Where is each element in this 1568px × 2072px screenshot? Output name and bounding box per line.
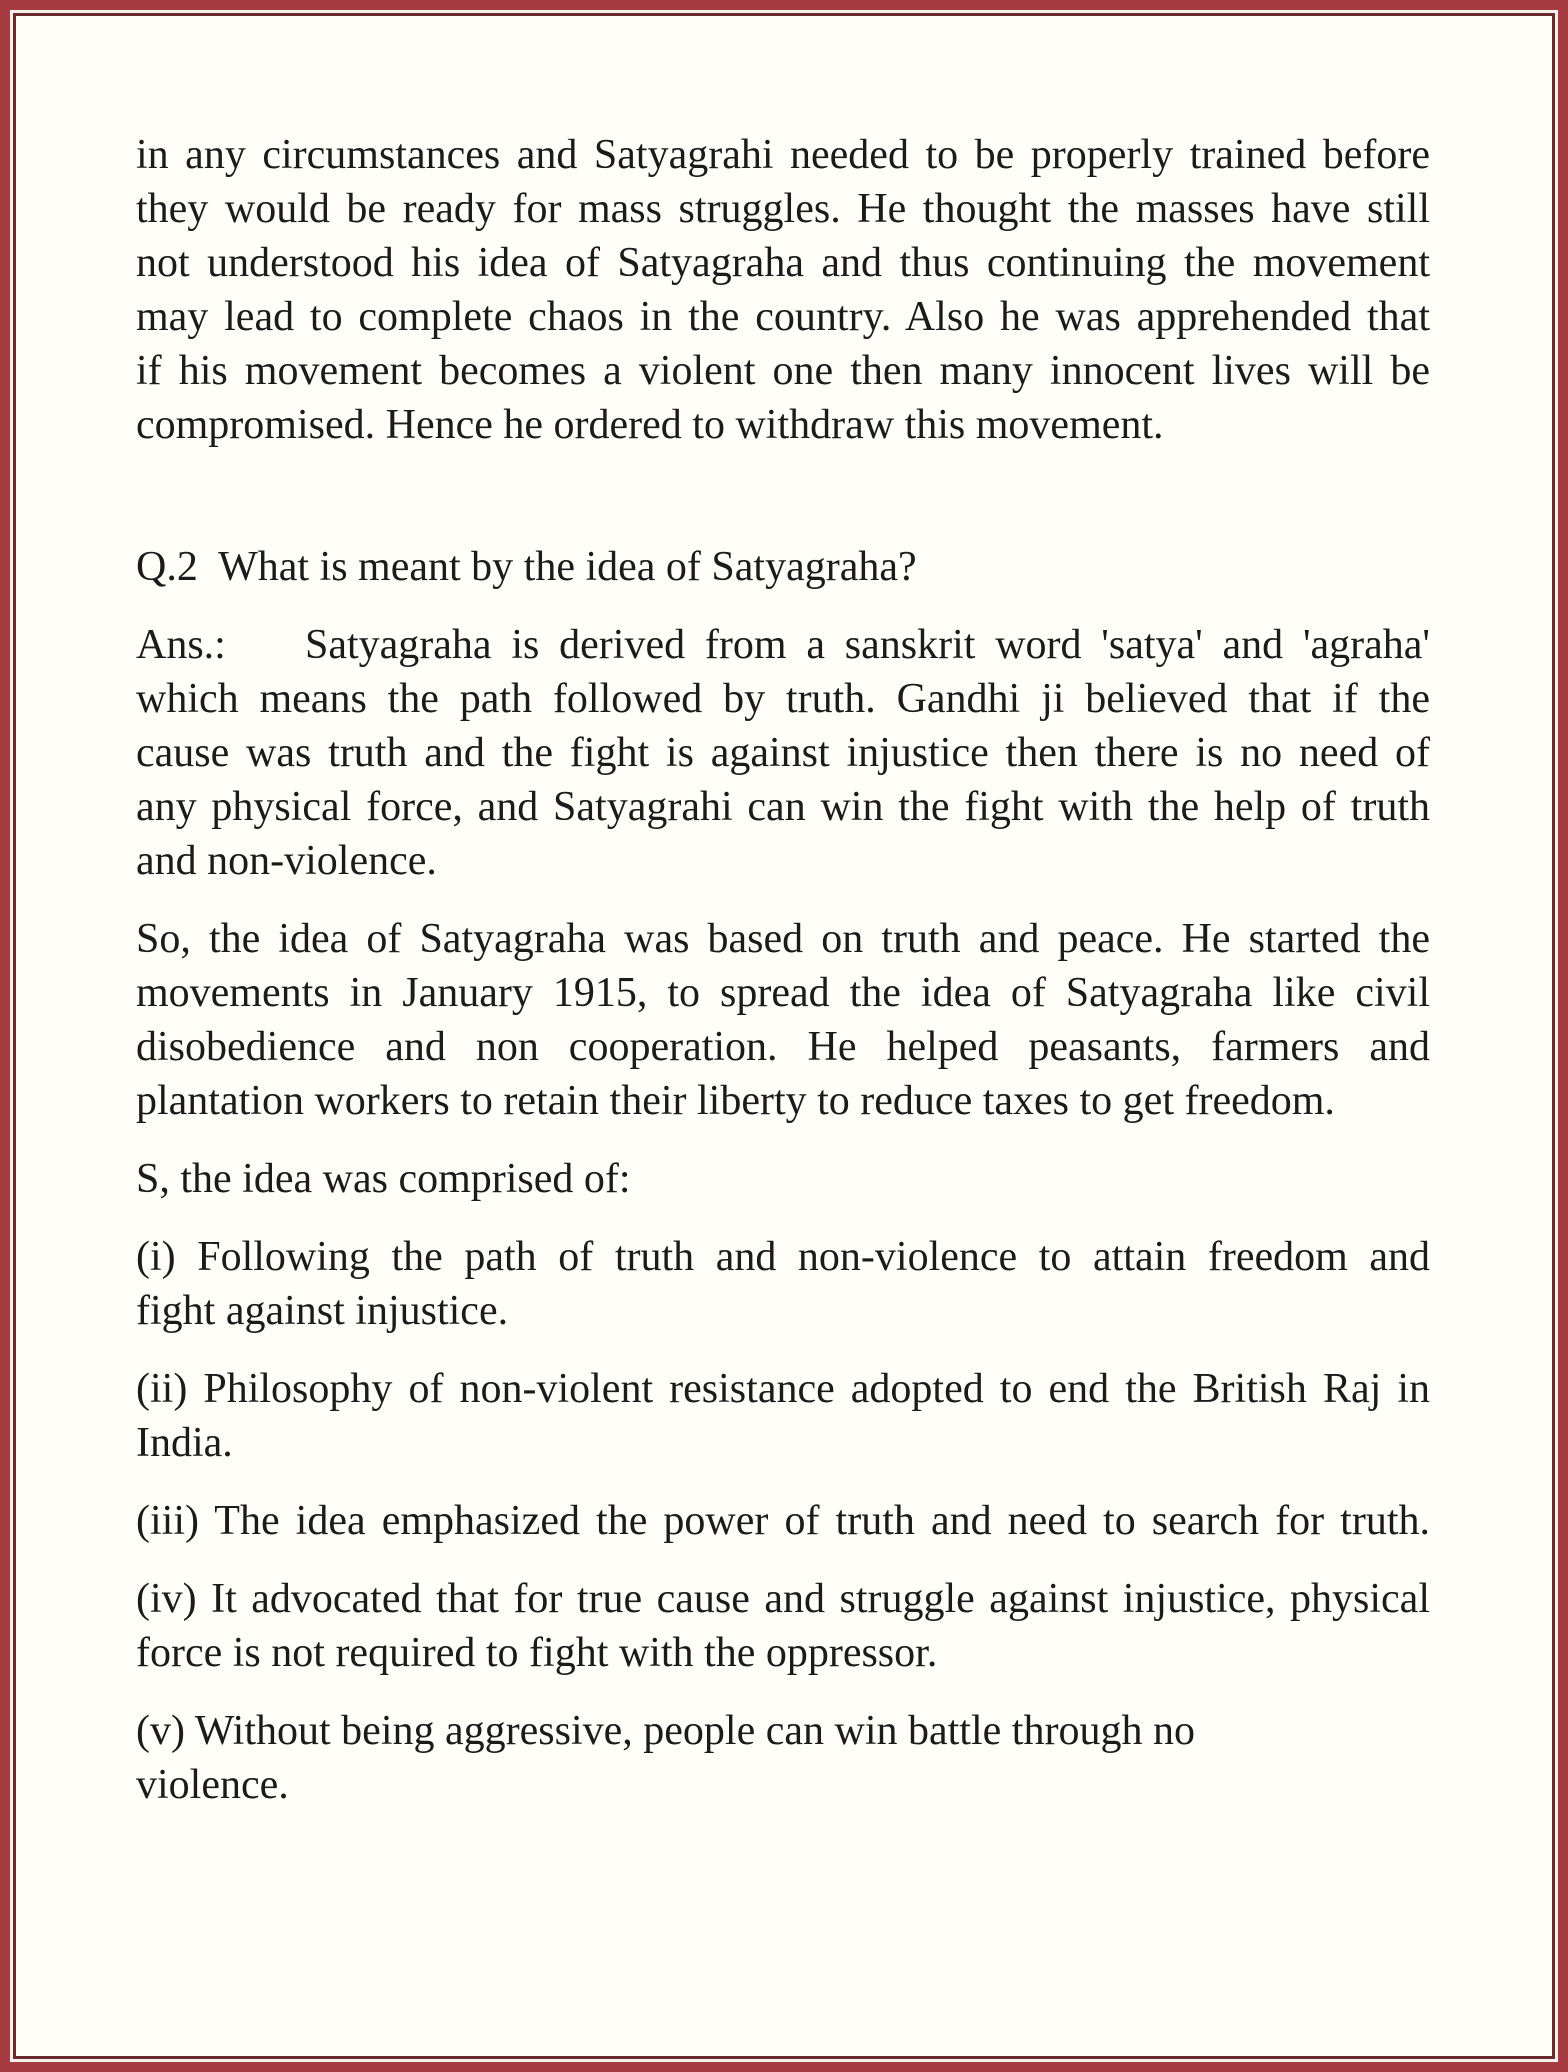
list-item-i (136, 1230, 1430, 1338)
page-content (16, 16, 1552, 2056)
text-line: (v) Without being aggressive, people can win battle through no (136, 1708, 1195, 1754)
text-line: not understood his idea of Satyagraha and thus continuing the movement (136, 240, 1430, 286)
paragraph-continuation (136, 128, 1430, 452)
answer-2-paragraph-1 (136, 618, 1430, 888)
text-line: cause was truth and the fight is against injustice then there is no need of (136, 730, 1430, 776)
list-item-iii (136, 1494, 1430, 1548)
text-line: disobedience and non cooperation. He helped peasants, farmers and (136, 1024, 1430, 1070)
text-line: Ans.: Satyagraha is derived from a sanskrit word 'satya' and 'agraha' (136, 622, 1430, 668)
text-line: movements in January 1915, to spread the idea of Satyagraha like civil (136, 970, 1430, 1016)
text-line: may lead to complete chaos in the country. Also he was apprehended that (136, 294, 1430, 340)
text-line: (iv) It advocated that for true cause and struggle against injustice, physical (136, 1576, 1430, 1622)
text-line: if his movement becomes a violent one then many innocent lives will be (136, 348, 1430, 394)
text-line: violence. (136, 1762, 289, 1808)
text-line: (i) Following the path of truth and non-violence to attain freedom and (136, 1234, 1430, 1280)
answer-2-list-intro (136, 1152, 1430, 1206)
text-line: Q.2 What is meant by the idea of Satyagraha? (136, 544, 917, 590)
page-border-stripe (10, 10, 1558, 2062)
list-item-v (136, 1704, 1430, 1812)
text-line: India. (136, 1420, 233, 1466)
list-item-ii (136, 1362, 1430, 1470)
text-line: S, the idea was comprised of: (136, 1156, 631, 1202)
text-line: compromised. Hence he ordered to withdraw this movement. (136, 402, 1164, 448)
text-line: which means the path followed by truth. Gandhi ji believed that if the (136, 676, 1430, 722)
text-line: (ii) Philosophy of non-violent resistance adopted to end the British Raj in (136, 1366, 1430, 1412)
text-line: in any circumstances and Satyagrahi needed to be properly trained before (136, 132, 1430, 178)
answer-2-paragraph-2 (136, 912, 1430, 1128)
page-surface (13, 13, 1555, 2059)
text-line: fight against injustice. (136, 1288, 509, 1334)
text-line: (iii) The idea emphasized the power of truth and need to search for truth. (136, 1498, 1430, 1544)
text-line: any physical force, and Satyagrahi can win the fight with the help of truth (136, 784, 1430, 830)
text-line: they would be ready for mass struggles. He thought the masses have still (136, 186, 1430, 232)
list-item-iv (136, 1572, 1430, 1680)
text-line: So, the idea of Satyagraha was based on truth and peace. He started the (136, 916, 1430, 962)
text-line: force is not required to fight with the oppressor. (136, 1630, 938, 1676)
question-2 (136, 540, 1430, 594)
text-line: plantation workers to retain their liberty to reduce taxes to get freedom. (136, 1078, 1335, 1124)
text-line: and non-violence. (136, 838, 437, 884)
